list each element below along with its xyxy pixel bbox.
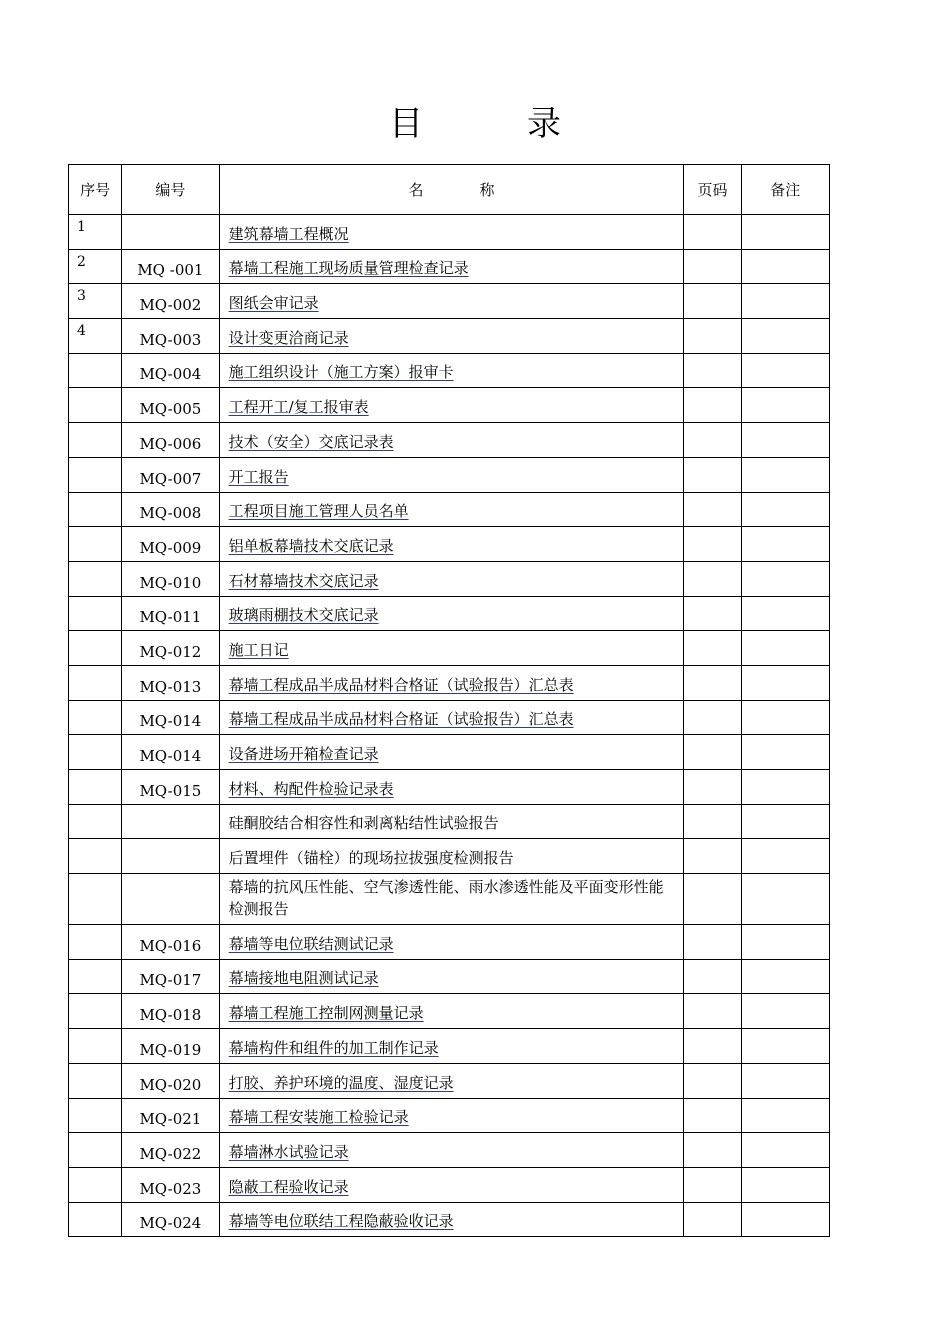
row-code-cell: MQ-010 — [122, 561, 219, 596]
row-name-cell — [219, 1029, 684, 1064]
toc-entry-link[interactable]: 材料、构配件检验记录表 — [228, 779, 394, 798]
row-page-cell — [684, 631, 741, 666]
row-page-cell — [684, 596, 741, 631]
toc-entry-link[interactable]: 石材幕墙技术交底记录 — [228, 571, 379, 590]
table-row — [69, 925, 830, 960]
toc-entry-link[interactable]: 幕墙工程施工现场质量管理检查记录 — [228, 259, 469, 278]
row-code-cell: MQ-007 — [122, 457, 219, 492]
row-note-cell — [741, 874, 829, 925]
toc-body — [69, 215, 830, 1237]
row-code-cell: MQ-017 — [122, 959, 219, 994]
table-row — [69, 735, 830, 770]
row-code-cell — [122, 215, 219, 250]
row-name-cell — [219, 959, 684, 994]
row-code-cell: MQ-002 — [122, 284, 219, 319]
row-code-cell: MQ-019 — [122, 1029, 219, 1064]
row-note-cell — [741, 388, 829, 423]
table-header-row — [69, 165, 830, 215]
row-note-cell — [741, 804, 829, 839]
row-seq-cell: 3 — [69, 284, 122, 319]
table-row — [69, 1029, 830, 1064]
table-row — [69, 457, 830, 492]
row-code-cell: MQ -001 — [122, 249, 219, 284]
table-row — [69, 492, 830, 527]
row-page-cell — [684, 1202, 741, 1237]
toc-entry-text: 后置埋件（锚栓）的现场拉拔强度检测报告 — [228, 849, 514, 868]
row-code-cell: MQ-015 — [122, 770, 219, 805]
row-seq-cell — [69, 700, 122, 735]
row-seq-cell — [69, 388, 122, 423]
row-note-cell — [741, 596, 829, 631]
header-page: 页码 — [684, 165, 741, 215]
row-name-cell — [219, 770, 684, 805]
row-page-cell — [684, 353, 741, 388]
row-name-cell — [219, 700, 684, 735]
row-name-cell — [219, 492, 684, 527]
row-seq-cell — [69, 1202, 122, 1237]
toc-entry-link[interactable]: 施工组织设计（施工方案）报审卡 — [228, 363, 454, 382]
row-page-cell — [684, 492, 741, 527]
row-code-cell: MQ-008 — [122, 492, 219, 527]
row-note-cell — [741, 284, 829, 319]
table-row — [69, 839, 830, 874]
row-note-cell — [741, 735, 829, 770]
row-note-cell — [741, 925, 829, 960]
row-page-cell — [684, 735, 741, 770]
row-note-cell — [741, 1063, 829, 1098]
toc-entry-text: 幕墙的抗风压性能、空气渗透性能、雨水渗透性能及平面变形性能检测报告 — [228, 878, 664, 919]
row-code-cell: MQ-022 — [122, 1133, 219, 1168]
row-page-cell — [684, 1029, 741, 1064]
row-name-cell — [219, 1098, 684, 1133]
table-row — [69, 215, 830, 250]
row-code-cell: MQ-013 — [122, 665, 219, 700]
row-note-cell — [741, 770, 829, 805]
row-page-cell — [684, 700, 741, 735]
row-page-cell — [684, 215, 741, 250]
row-page-cell — [684, 804, 741, 839]
row-page-cell — [684, 925, 741, 960]
row-note-cell — [741, 527, 829, 562]
row-page-cell — [684, 1063, 741, 1098]
row-note-cell — [741, 959, 829, 994]
row-page-cell — [684, 284, 741, 319]
row-name-cell — [219, 249, 684, 284]
table-row — [69, 388, 830, 423]
row-note-cell — [741, 561, 829, 596]
row-page-cell — [684, 1098, 741, 1133]
table-row — [69, 700, 830, 735]
row-name-cell — [219, 561, 684, 596]
row-note-cell — [741, 1167, 829, 1202]
header-seq: 序号 — [69, 165, 122, 215]
row-note-cell — [741, 423, 829, 458]
row-page-cell — [684, 665, 741, 700]
row-name-cell — [219, 994, 684, 1029]
row-seq-cell — [69, 1167, 122, 1202]
row-code-cell: MQ-004 — [122, 353, 219, 388]
row-seq-cell — [69, 804, 122, 839]
row-seq-cell — [69, 735, 122, 770]
row-code-cell: MQ-011 — [122, 596, 219, 631]
row-seq-cell — [69, 596, 122, 631]
row-note-cell — [741, 215, 829, 250]
table-row — [69, 1133, 830, 1168]
row-seq-cell: 4 — [69, 319, 122, 354]
toc-entry-text: 硅酮胶结合相容性和剥离粘结性试验报告 — [228, 814, 499, 833]
row-name-cell — [219, 874, 684, 925]
toc-entry-link[interactable]: 幕墙工程安装施工检验记录 — [228, 1108, 409, 1127]
row-name-cell — [219, 665, 684, 700]
row-code-cell: MQ-021 — [122, 1098, 219, 1133]
row-name-cell — [219, 527, 684, 562]
table-row — [69, 284, 830, 319]
row-code-cell: MQ-005 — [122, 388, 219, 423]
row-code-cell: MQ-006 — [122, 423, 219, 458]
row-note-cell — [741, 457, 829, 492]
row-note-cell — [741, 1202, 829, 1237]
row-page-cell — [684, 249, 741, 284]
table-row — [69, 596, 830, 631]
table-row — [69, 527, 830, 562]
table-row — [69, 959, 830, 994]
table-row — [69, 561, 830, 596]
row-note-cell — [741, 631, 829, 666]
toc-entry-link[interactable]: 幕墙工程成品半成品材料合格证（试验报告）汇总表 — [228, 710, 574, 729]
row-seq-cell: 2 — [69, 249, 122, 284]
row-name-cell — [219, 1063, 684, 1098]
row-name-cell — [219, 319, 684, 354]
toc-entry-link[interactable]: 幕墙淋水试验记录 — [228, 1142, 349, 1161]
table-row — [69, 804, 830, 839]
toc-entry-link[interactable]: 幕墙构件和组件的加工制作记录 — [228, 1038, 439, 1057]
row-code-cell: MQ-023 — [122, 1167, 219, 1202]
row-name-cell — [219, 284, 684, 319]
row-seq-cell — [69, 994, 122, 1029]
row-note-cell — [741, 492, 829, 527]
toc-entry-link[interactable]: 玻璃雨棚技术交底记录 — [228, 606, 379, 625]
page-title: 目录 — [389, 104, 665, 144]
row-code-cell: MQ-024 — [122, 1202, 219, 1237]
row-seq-cell — [69, 457, 122, 492]
row-code-cell: MQ-020 — [122, 1063, 219, 1098]
row-name-cell — [219, 839, 684, 874]
toc-entry-link[interactable]: 设计变更洽商记录 — [228, 328, 349, 347]
toc-entry-link[interactable]: 铝单板幕墙技术交底记录 — [228, 536, 394, 555]
toc-entry-link[interactable]: 隐蔽工程验收记录 — [228, 1177, 349, 1196]
row-note-cell — [741, 1098, 829, 1133]
row-seq-cell — [69, 959, 122, 994]
table-row — [69, 770, 830, 805]
toc-table — [68, 164, 830, 1237]
row-name-cell — [219, 631, 684, 666]
toc-entry-link[interactable]: 设备进场开箱检查记录 — [228, 745, 379, 763]
table-row — [69, 665, 830, 700]
table-row — [69, 1202, 830, 1237]
row-seq-cell — [69, 665, 122, 700]
row-page-cell — [684, 959, 741, 994]
row-seq-cell — [69, 561, 122, 596]
toc-entry-link[interactable]: 开工报告 — [228, 467, 289, 486]
row-seq-cell — [69, 770, 122, 805]
table-row — [69, 631, 830, 666]
row-page-cell — [684, 1133, 741, 1168]
row-code-cell: MQ-012 — [122, 631, 219, 666]
row-code-cell — [122, 839, 219, 874]
header-code: 编号 — [122, 165, 219, 215]
header-name-char-1: 名 — [408, 181, 424, 199]
row-name-cell — [219, 215, 684, 250]
row-name-cell — [219, 388, 684, 423]
row-page-cell — [684, 1167, 741, 1202]
row-name-cell — [219, 457, 684, 492]
row-code-cell: MQ-018 — [122, 994, 219, 1029]
row-seq-cell — [69, 1029, 122, 1064]
header-name — [219, 165, 684, 215]
row-seq-cell — [69, 839, 122, 874]
row-page-cell — [684, 423, 741, 458]
row-code-cell: MQ-014 — [122, 735, 219, 770]
row-seq-cell: 1 — [69, 215, 122, 250]
row-code-cell — [122, 804, 219, 839]
row-seq-cell — [69, 1133, 122, 1168]
table-row — [69, 423, 830, 458]
row-seq-cell — [69, 631, 122, 666]
table-row — [69, 1063, 830, 1098]
toc-entry-link[interactable]: 施工日记 — [228, 640, 289, 659]
row-seq-cell — [69, 1098, 122, 1133]
row-code-cell: MQ-016 — [122, 925, 219, 960]
row-code-cell: MQ-003 — [122, 319, 219, 354]
header-name-char-2: 称 — [479, 181, 495, 199]
toc-entry-link[interactable]: 工程开工/复工报审表 — [228, 398, 369, 417]
toc-entry-link[interactable]: 图纸会审记录 — [228, 294, 319, 313]
row-seq-cell — [69, 925, 122, 960]
row-name-cell — [219, 925, 684, 960]
row-note-cell — [741, 665, 829, 700]
row-name-cell — [219, 353, 684, 388]
table-row — [69, 353, 830, 388]
row-seq-cell — [69, 874, 122, 925]
row-name-cell — [219, 1167, 684, 1202]
row-seq-cell — [69, 353, 122, 388]
row-page-cell — [684, 770, 741, 805]
row-page-cell — [684, 994, 741, 1029]
row-code-cell: MQ-014 — [122, 700, 219, 735]
toc-entry-link[interactable]: 幕墙工程成品半成品材料合格证（试验报告）汇总表 — [228, 675, 574, 694]
row-name-cell — [219, 423, 684, 458]
row-note-cell — [741, 353, 829, 388]
row-note-cell — [741, 319, 829, 354]
toc-entry-link[interactable]: 幕墙工程施工控制网测量记录 — [228, 1004, 424, 1023]
row-note-cell — [741, 1029, 829, 1064]
row-name-cell — [219, 1202, 684, 1237]
row-note-cell — [741, 700, 829, 735]
table-row — [69, 1098, 830, 1133]
toc-entry-link[interactable]: 幕墙接地电阻测试记录 — [228, 969, 379, 988]
row-name-cell — [219, 735, 684, 770]
row-seq-cell — [69, 423, 122, 458]
table-row — [69, 1167, 830, 1202]
row-note-cell — [741, 994, 829, 1029]
toc-entry-link[interactable]: 工程项目施工管理人员名单 — [228, 502, 409, 521]
table-row — [69, 249, 830, 284]
row-seq-cell — [69, 527, 122, 562]
row-page-cell — [684, 561, 741, 596]
row-page-cell — [684, 527, 741, 562]
row-seq-cell — [69, 1063, 122, 1098]
header-note: 备注 — [741, 165, 829, 215]
table-row — [69, 874, 830, 925]
row-page-cell — [684, 874, 741, 925]
row-code-cell: MQ-009 — [122, 527, 219, 562]
row-name-cell — [219, 596, 684, 631]
row-seq-cell — [69, 492, 122, 527]
row-note-cell — [741, 1133, 829, 1168]
toc-entry-link[interactable]: 技术（安全）交底记录表 — [228, 432, 394, 451]
toc-entry-link[interactable]: 打胶、养护环境的温度、湿度记录 — [228, 1073, 454, 1092]
row-page-cell — [684, 319, 741, 354]
row-name-cell — [219, 1133, 684, 1168]
table-row — [69, 994, 830, 1029]
row-name-cell — [219, 804, 684, 839]
row-code-cell — [122, 874, 219, 925]
toc-entry-link[interactable]: 幕墙等电位联结测试记录 — [228, 934, 394, 953]
row-note-cell — [741, 249, 829, 284]
toc-entry-link[interactable]: 建筑幕墙工程概况 — [228, 224, 349, 243]
row-page-cell — [684, 839, 741, 874]
toc-entry-link[interactable]: 幕墙等电位联结工程隐蔽验收记录 — [228, 1212, 454, 1231]
table-row — [69, 319, 830, 354]
row-page-cell — [684, 457, 741, 492]
row-page-cell — [684, 388, 741, 423]
row-note-cell — [741, 839, 829, 874]
